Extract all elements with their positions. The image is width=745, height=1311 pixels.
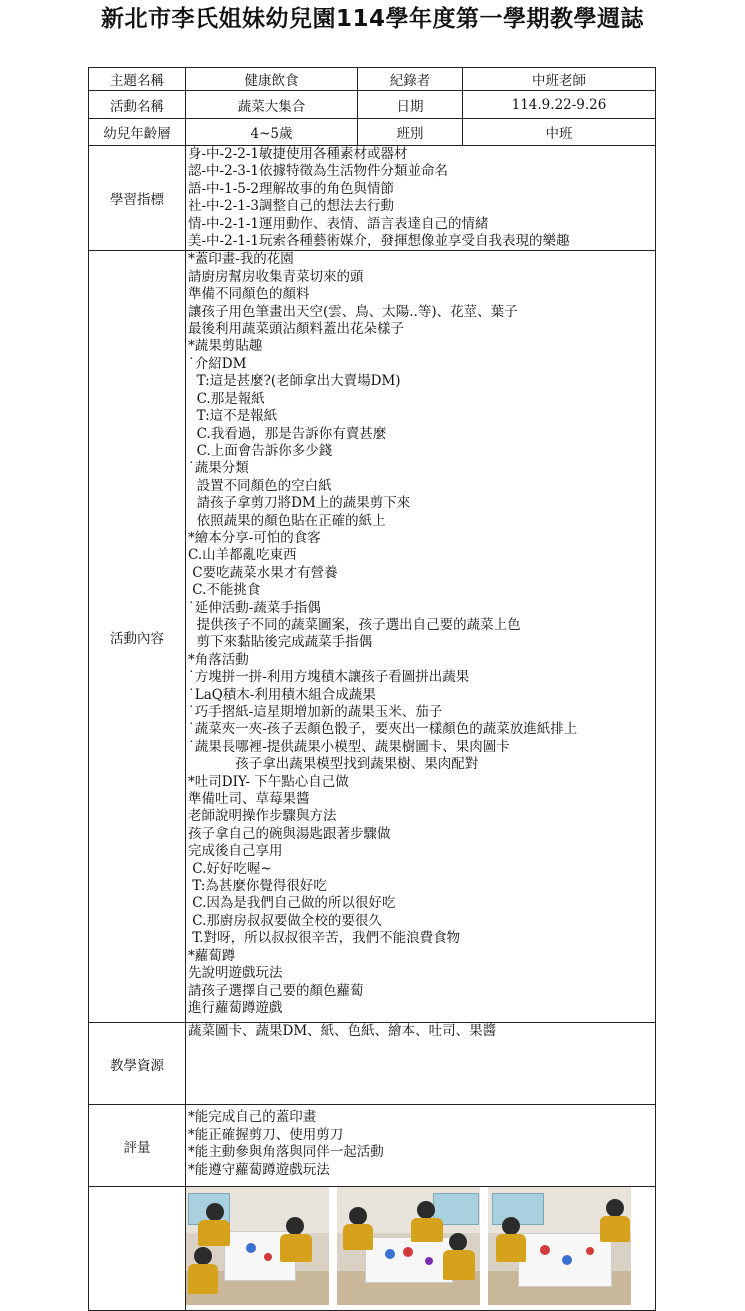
activity-line: ˙蔬果分類 xyxy=(188,460,249,477)
evaluation-label: 評量 xyxy=(89,1105,186,1187)
date-value: 114.9.22-9.26 xyxy=(463,91,656,119)
activity-line: T:為甚麼你覺得很好吃 xyxy=(188,878,327,895)
evaluation-row xyxy=(89,1105,656,1187)
page-title: 新北市李氏姐妹幼兒園114學年度第一學期教學週誌 xyxy=(100,6,644,32)
header-row-theme xyxy=(89,68,656,91)
class-value: 中班 xyxy=(463,119,656,146)
activity-line: 讓孩子用色筆畫出天空(雲、鳥、太陽..等)、花莖、葉子 xyxy=(188,303,518,320)
header-row-age xyxy=(89,119,656,146)
learning-row xyxy=(89,146,656,251)
activity-line: ˙方塊拼一拼-利用方塊積木讓孩子看圖拼出蔬果 xyxy=(188,669,470,686)
activity-line: 最後利用蔬菜頭沾顏料蓋出花朵樣子 xyxy=(188,321,404,338)
activity-line: 先說明遊戲玩法 xyxy=(188,965,283,982)
theme-value: 健康飲食 xyxy=(186,68,358,91)
photos-row xyxy=(89,1187,656,1311)
activity-line: C.上面會告訴你多少錢 xyxy=(188,442,333,459)
activity-label: 活動內容 xyxy=(89,251,186,1023)
activity-line: C.山羊都亂吃東西 xyxy=(188,547,297,564)
learning-line: 認-中-2-3-1依據特徵為生活物件分類並命名 xyxy=(188,163,449,180)
activity-line: 請廚房幫房收集青菜切來的頭 xyxy=(188,268,364,285)
class-label: 班別 xyxy=(358,119,463,146)
evaluation-line: *能完成自己的蓋印畫 xyxy=(188,1109,317,1126)
evaluation-content xyxy=(186,1105,656,1187)
activity-line: T:這是甚麼?(老師拿出大賣場DM) xyxy=(188,373,401,390)
classroom-photo xyxy=(488,1187,631,1305)
photo-strip xyxy=(186,1187,655,1305)
header-row-activity xyxy=(89,91,656,119)
activity-line: 提供孩子不同的蔬菜圖案，孩子選出自己要的蔬菜上色 xyxy=(188,616,521,633)
activity-line: C.好好吃喔~ xyxy=(188,860,272,877)
activity-line: 剪下來黏貼後完成蔬菜手指偶 xyxy=(188,634,373,651)
activity-line: 進行蘿蔔蹲遊戲 xyxy=(188,999,283,1016)
teaching-log-table xyxy=(88,67,655,1307)
photos-content xyxy=(186,1187,656,1311)
classroom-photo xyxy=(186,1187,329,1305)
activity-line: *蓋印畫-我的花園 xyxy=(188,251,294,268)
activity-line: 老師說明操作步驟與方法 xyxy=(188,808,337,825)
activity-line: T.對呀，所以叔叔很辛苦，我們不能浪費食物 xyxy=(188,930,461,947)
learning-line: 情-中-2-1-1運用動作、表情、語言表達自己的情緒 xyxy=(188,215,489,232)
learning-line: 美-中-2-1-1玩索各種藝術媒介，發揮想像並享受自我表現的樂趣 xyxy=(188,233,570,250)
activity-name-label: 活動名稱 xyxy=(89,91,186,119)
classroom-photo xyxy=(337,1187,480,1305)
learning-line: 身-中-2-2-1敏捷使用各種素材或器材 xyxy=(188,146,408,162)
activity-line: C.那廚房叔叔要做全校的要很久 xyxy=(188,912,382,929)
evaluation-line: *能主動參與角落與同伴一起活動 xyxy=(188,1144,384,1161)
activity-line: 依照蔬果的顏色貼在正確的紙上 xyxy=(188,512,386,529)
date-label: 日期 xyxy=(358,91,463,119)
activity-line: ˙蔬果長哪裡-提供蔬果小模型、蔬果樹圖卡、果肉圖卡 xyxy=(188,738,510,755)
activity-line: T:這不是報紙 xyxy=(188,408,278,425)
theme-label: 主題名稱 xyxy=(89,68,186,91)
activity-line: C.因為是我們自己做的所以很好吃 xyxy=(188,895,396,912)
activity-line: *蘿蔔蹲 xyxy=(188,947,236,964)
learning-line: 語-中-1-5-2理解故事的角色與情節 xyxy=(188,180,395,197)
learning-line: 社-中-2-1-3調整自己的想法去行動 xyxy=(188,198,395,215)
evaluation-line: *能遵守蘿蔔蹲遊戲玩法 xyxy=(188,1161,330,1178)
activity-line: *繪本分享-可怕的食客 xyxy=(188,529,321,546)
activity-line: 準備吐司、草莓果醬 xyxy=(188,791,310,808)
evaluation-line: *能正確握剪刀、使用剪刀 xyxy=(188,1126,344,1143)
activity-line: 準備不同顏色的顏料 xyxy=(188,286,310,303)
recorder-value: 中班老師 xyxy=(463,68,656,91)
learning-content xyxy=(186,146,656,251)
activity-line: C要吃蔬菜水果才有營養 xyxy=(188,564,338,581)
activity-line: 孩子拿自己的碗與湯匙跟著步驟做 xyxy=(188,825,391,842)
activity-content xyxy=(186,251,656,1023)
activity-line: C.我看過，那是告訴你有賣甚麼 xyxy=(188,425,387,442)
activity-line: ˙蔬菜夾一夾-孩子丟顏色骰子，要夾出一樣顏色的蔬菜放進紙排上 xyxy=(188,721,578,738)
activity-line: ˙LaQ積木-利用積木組合成蔬果 xyxy=(188,686,376,703)
resources-label: 教學資源 xyxy=(89,1023,186,1105)
resources-line: 蔬菜圖卡、蔬果DM、紙、色紙、繪本、吐司、果醬 xyxy=(188,1023,497,1040)
activity-line: ˙巧手摺紙-這星期增加新的蔬果玉米、茄子 xyxy=(188,704,443,720)
activity-row xyxy=(89,251,656,1023)
age-label: 幼兒年齡層 xyxy=(89,119,186,146)
activity-name-value: 蔬菜大集合 xyxy=(186,91,358,119)
activity-line: 孩子拿出蔬果模型找到蔬果樹、果肉配對 xyxy=(188,756,479,773)
learning-label: 學習指標 xyxy=(89,146,186,251)
activity-line: C.不能挑食 xyxy=(188,582,261,599)
activity-line: 請孩子拿剪刀將DM上的蔬果剪下來 xyxy=(188,495,411,512)
activity-line: 設置不同顏色的空白紙 xyxy=(188,477,332,494)
activity-line: C.那是報紙 xyxy=(188,390,265,407)
photos-label-cell xyxy=(89,1187,186,1311)
recorder-label: 紀錄者 xyxy=(358,68,463,91)
activity-line: 完成後自己享用 xyxy=(188,843,283,860)
age-value: 4~5歲 xyxy=(186,119,358,146)
activity-line: *蔬果剪貼趣 xyxy=(188,338,263,355)
resources-row xyxy=(89,1023,656,1105)
activity-line: ˙介紹DM xyxy=(188,355,247,372)
resources-content xyxy=(186,1023,656,1105)
activity-line: ˙延伸活動-蔬菜手指偶 xyxy=(188,599,321,616)
activity-line: *吐司DIY- 下午點心自己做 xyxy=(188,773,349,790)
activity-line: *角落活動 xyxy=(188,651,249,668)
activity-line: 請孩子選擇自己要的顏色蘿蔔 xyxy=(188,982,364,999)
